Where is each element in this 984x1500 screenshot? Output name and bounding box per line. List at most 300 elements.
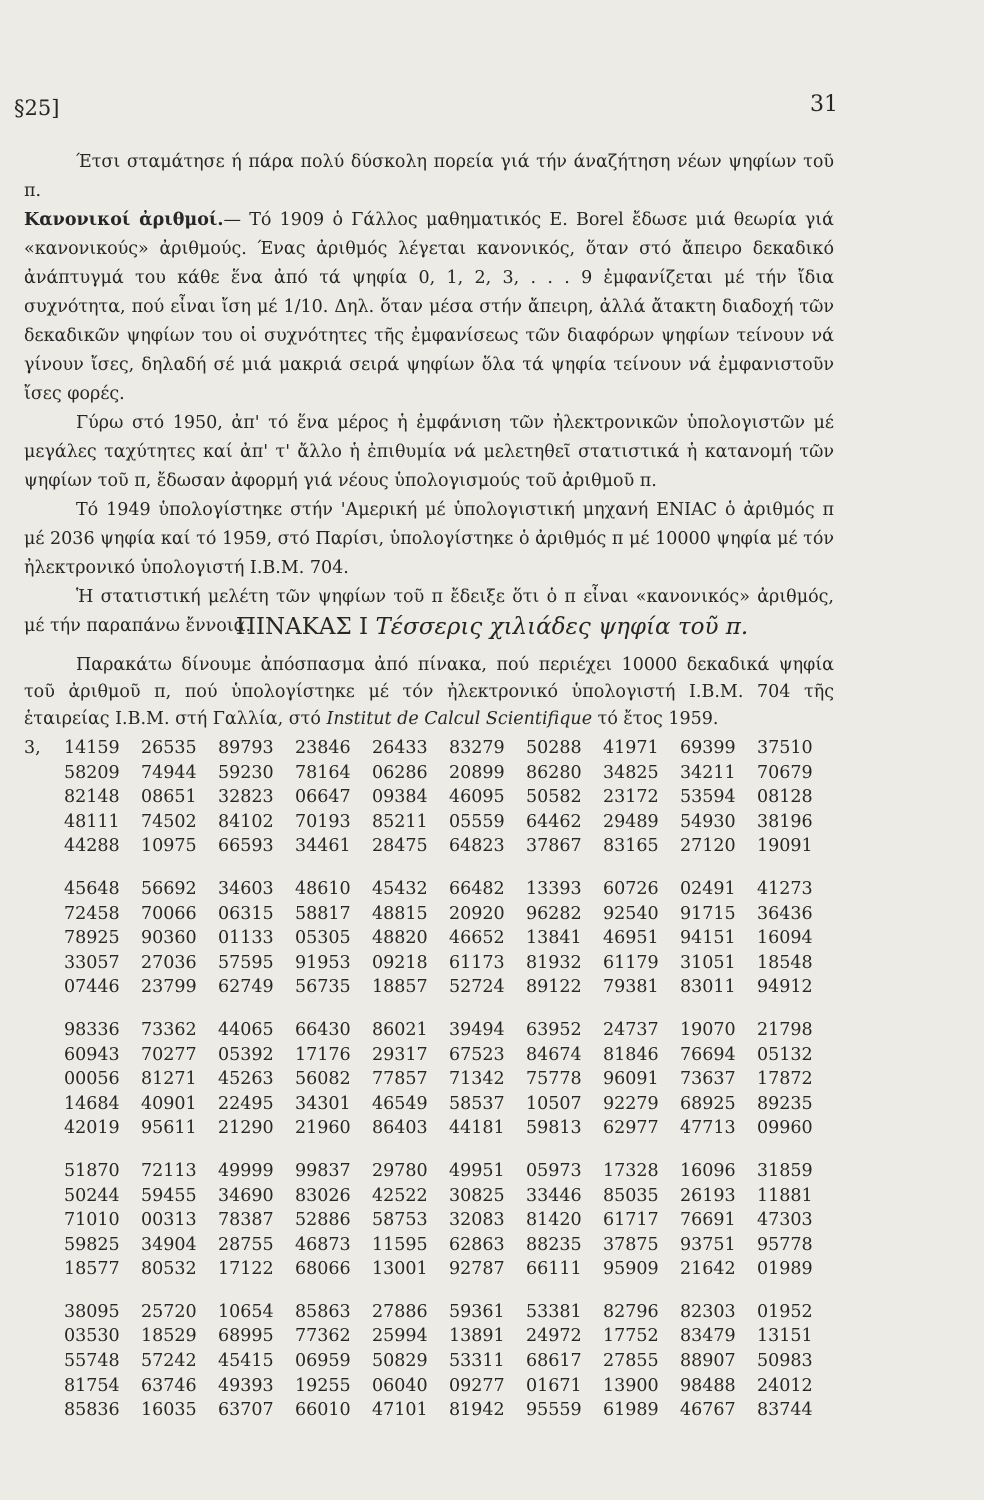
digit-group: 66593 — [218, 836, 274, 857]
digit-row — [24, 1324, 834, 1349]
digit-group: 13393 — [526, 878, 582, 899]
digit-group: 53381 — [526, 1301, 582, 1322]
digit-row — [24, 785, 834, 810]
digit-group: 69399 — [680, 738, 736, 758]
digit-block — [24, 1018, 834, 1141]
digit-group: 42019 — [64, 1118, 120, 1139]
digit-row — [24, 1374, 834, 1399]
digit-group: 36436 — [757, 903, 813, 924]
table-heading — [0, 612, 984, 642]
digit-group: 08651 — [141, 787, 197, 808]
digit-group: 83279 — [449, 738, 505, 758]
digit-group: 68066 — [295, 1259, 351, 1280]
digit-group: 89122 — [526, 977, 582, 998]
digit-group: 17122 — [218, 1259, 274, 1280]
digit-group: 32083 — [449, 1210, 505, 1231]
digit-group: 70193 — [295, 811, 351, 832]
digit-group: 24012 — [757, 1375, 813, 1396]
digit-group: 16096 — [680, 1160, 736, 1181]
digit-group: 81846 — [603, 1044, 659, 1065]
digit-group: 19070 — [680, 1019, 736, 1040]
digit-row — [24, 1398, 834, 1423]
digit-group: 62977 — [603, 1118, 659, 1139]
digit-group: 37510 — [757, 738, 813, 758]
digit-group: 46095 — [449, 787, 505, 808]
digit-group: 70679 — [757, 762, 813, 783]
digit-group: 89235 — [757, 1093, 813, 1114]
digit-group: 44065 — [218, 1019, 274, 1040]
digit-group: 13891 — [449, 1326, 505, 1347]
digit-group: 00313 — [141, 1210, 197, 1231]
digit-group: 90360 — [141, 928, 197, 949]
digit-group: 34904 — [141, 1234, 197, 1255]
intro-text-a: Παρακάτω δίνουμε ἀπόσπασμα ἀπό πίνακα, πού περιέχει 10000 δεκαδικά ψηφία τοῦ ἀριθμοῦ π, πού ὑπολογίστηκε μέ τόν ἠλεκτρονικό ὑπολογιστή I.B.M. 704 τῆς ἑταιρείας I.B.M. στή Γαλλία, στό — [24, 655, 834, 729]
digit-group: 47713 — [680, 1118, 736, 1139]
digit-group: 78387 — [218, 1210, 274, 1231]
digit-group: 47101 — [372, 1400, 428, 1421]
digit-group: 99837 — [295, 1160, 351, 1181]
digit-group: 20899 — [449, 762, 505, 783]
digit-group: 46873 — [295, 1234, 351, 1255]
digit-group: 08128 — [757, 787, 813, 808]
digit-group: 38095 — [64, 1301, 120, 1322]
digit-group: 82148 — [64, 787, 120, 808]
digit-group: 21290 — [218, 1118, 274, 1139]
digit-group: 34301 — [295, 1093, 351, 1114]
digit-group: 95909 — [603, 1259, 659, 1280]
digit-group: 68925 — [680, 1093, 736, 1114]
digit-row — [24, 1184, 834, 1209]
digit-group: 58817 — [295, 903, 351, 924]
digit-group: 27886 — [372, 1301, 428, 1322]
digit-group: 89793 — [218, 738, 274, 758]
digit-group: 39494 — [449, 1019, 505, 1040]
table-subtitle: Τέσσερις χιλιάδες ψηφία τοῦ π. — [375, 614, 749, 640]
digit-group: 06647 — [295, 787, 351, 808]
digit-group: 77362 — [295, 1326, 351, 1347]
intro-text-b: τό ἔτος 1959. — [592, 709, 719, 729]
digit-group: 23172 — [603, 787, 659, 808]
digit-group: 17872 — [757, 1069, 813, 1090]
digit-block — [24, 877, 834, 1000]
digit-group: 73637 — [680, 1069, 736, 1090]
digit-group: 80532 — [141, 1259, 197, 1280]
digit-group: 18577 — [64, 1259, 120, 1280]
digit-row — [24, 951, 834, 976]
digit-group: 46951 — [603, 928, 659, 949]
digit-group: 05973 — [526, 1160, 582, 1181]
digit-group: 88235 — [526, 1234, 582, 1255]
digit-group: 81754 — [64, 1375, 120, 1396]
digit-group: 46549 — [372, 1093, 428, 1114]
digit-group: 93751 — [680, 1234, 736, 1255]
digit-group: 72113 — [141, 1160, 197, 1181]
digit-group: 74944 — [141, 762, 197, 783]
digit-group: 26193 — [680, 1185, 736, 1206]
digit-group: 41273 — [757, 878, 813, 899]
digit-group: 82796 — [603, 1301, 659, 1322]
digit-group: 01133 — [218, 928, 274, 949]
digit-group: 40901 — [141, 1093, 197, 1114]
digit-group: 66010 — [295, 1400, 351, 1421]
digit-group: 81932 — [526, 952, 582, 973]
digit-group: 86280 — [526, 762, 582, 783]
digit-group: 05305 — [295, 928, 351, 949]
digit-group: 18529 — [141, 1326, 197, 1347]
digit-group: 48820 — [372, 928, 428, 949]
digit-group: 61173 — [449, 952, 505, 973]
digit-group: 29780 — [372, 1160, 428, 1181]
digit-group: 76694 — [680, 1044, 736, 1065]
digit-group: 53311 — [449, 1351, 505, 1372]
digit-group: 66482 — [449, 878, 505, 899]
digit-group: 83744 — [757, 1400, 813, 1421]
digit-group: 68617 — [526, 1351, 582, 1372]
digit-group: 45648 — [64, 878, 120, 899]
digit-group: 60726 — [603, 878, 659, 899]
digit-group: 01989 — [757, 1259, 813, 1280]
digit-group: 05132 — [757, 1044, 813, 1065]
digit-group: 01952 — [757, 1301, 813, 1322]
digit-group: 50244 — [64, 1185, 120, 1206]
digit-group: 06315 — [218, 903, 274, 924]
digit-group: 56082 — [295, 1069, 351, 1090]
digit-group: 11881 — [757, 1185, 813, 1206]
digit-group: 85863 — [295, 1301, 351, 1322]
digit-row — [24, 926, 834, 951]
digit-row — [24, 1067, 834, 1092]
digit-block — [24, 1300, 834, 1423]
digit-group: 70066 — [141, 903, 197, 924]
digit-group: 10507 — [526, 1093, 582, 1114]
digit-group: 60943 — [64, 1044, 120, 1065]
digit-row — [24, 1233, 834, 1258]
digit-group: 49393 — [218, 1375, 274, 1396]
digit-group: 59825 — [64, 1234, 120, 1255]
digit-group: 06040 — [372, 1375, 428, 1396]
digit-group: 10975 — [141, 836, 197, 857]
digit-group: 96091 — [603, 1069, 659, 1090]
digit-row — [24, 1208, 834, 1233]
digit-group: 09277 — [449, 1375, 505, 1396]
digit-group: 48815 — [372, 903, 428, 924]
digit-group: 34825 — [603, 762, 659, 783]
digit-group: 25994 — [372, 1326, 428, 1347]
digit-group: 85836 — [64, 1400, 120, 1421]
digit-group: 02491 — [680, 878, 736, 899]
digit-group: 16094 — [757, 928, 813, 949]
digit-group: 81420 — [526, 1210, 582, 1231]
digit-group: 63952 — [526, 1019, 582, 1040]
digit-group: 78164 — [295, 762, 351, 783]
digit-group: 45432 — [372, 878, 428, 899]
digit-group: 24972 — [526, 1326, 582, 1347]
digit-group: 50983 — [757, 1351, 813, 1372]
digit-group: 63707 — [218, 1400, 274, 1421]
digit-group: 95611 — [141, 1118, 197, 1139]
digit-row — [24, 902, 834, 927]
digit-group: 64823 — [449, 836, 505, 857]
digit-group: 21960 — [295, 1118, 351, 1139]
digit-group: 62863 — [449, 1234, 505, 1255]
digit-group: 49951 — [449, 1160, 505, 1181]
digit-group: 77857 — [372, 1069, 428, 1090]
digit-group: 86021 — [372, 1019, 428, 1040]
digit-group: 51870 — [64, 1160, 120, 1181]
digit-row — [24, 810, 834, 835]
digit-group: 26433 — [372, 738, 428, 758]
digit-group: 13841 — [526, 928, 582, 949]
body-text — [24, 148, 834, 641]
digit-group: 45263 — [218, 1069, 274, 1090]
digit-group: 17328 — [603, 1160, 659, 1181]
digit-group: 71342 — [449, 1069, 505, 1090]
table-intro — [24, 652, 834, 733]
digit-group: 27855 — [603, 1351, 659, 1372]
digit-group: 05559 — [449, 811, 505, 832]
digit-group: 63746 — [141, 1375, 197, 1396]
digit-group: 66111 — [526, 1259, 582, 1280]
digit-group: 03530 — [64, 1326, 120, 1347]
digit-group: 67523 — [449, 1044, 505, 1065]
digit-row — [24, 975, 834, 1000]
digit-group: 34690 — [218, 1185, 274, 1206]
digit-group: 92787 — [449, 1259, 505, 1280]
intro-paragraph — [24, 652, 834, 733]
digit-group: 09218 — [372, 952, 428, 973]
digit-group: 59813 — [526, 1118, 582, 1139]
digit-row — [24, 1043, 834, 1068]
digit-group: 13900 — [603, 1375, 659, 1396]
paragraph-2 — [24, 206, 834, 409]
digit-group: 83026 — [295, 1185, 351, 1206]
digit-group: 37867 — [526, 836, 582, 857]
digit-group: 91715 — [680, 903, 736, 924]
digit-group: 45415 — [218, 1351, 274, 1372]
digit-group: 31859 — [757, 1160, 813, 1181]
digit-group: 49999 — [218, 1160, 274, 1181]
digit-group: 54930 — [680, 811, 736, 832]
digit-row — [24, 736, 834, 761]
digit-group: 76691 — [680, 1210, 736, 1231]
digit-group: 52886 — [295, 1210, 351, 1231]
digit-group: 48111 — [64, 811, 120, 832]
digit-group: 59455 — [141, 1185, 197, 1206]
digit-group: 50288 — [526, 738, 582, 758]
digit-group: 33057 — [64, 952, 120, 973]
digit-group: 64462 — [526, 811, 582, 832]
digit-group: 81942 — [449, 1400, 505, 1421]
digit-group: 91953 — [295, 952, 351, 973]
digit-group: 75778 — [526, 1069, 582, 1090]
digit-group: 61179 — [603, 952, 659, 973]
digit-group: 27120 — [680, 836, 736, 857]
digit-group: 09960 — [757, 1118, 813, 1139]
digit-group: 16035 — [141, 1400, 197, 1421]
digit-group: 55748 — [64, 1351, 120, 1372]
digit-group: 56692 — [141, 878, 197, 899]
digit-group: 07446 — [64, 977, 120, 998]
digit-group: 58209 — [64, 762, 120, 783]
digit-group: 34603 — [218, 878, 274, 899]
digit-group: 17752 — [603, 1326, 659, 1347]
digit-group: 61717 — [603, 1210, 659, 1231]
digit-group: 38196 — [757, 811, 813, 832]
digit-group: 53594 — [680, 787, 736, 808]
digit-group: 09384 — [372, 787, 428, 808]
paragraph-1: Έτσι σταμάτησε ή πάρα πολύ δύσκολη πορεία γιά τήν άναζήτηση νέων ψηφίων τοῦ π. — [24, 152, 834, 201]
digit-group: 18857 — [372, 977, 428, 998]
digit-group: 98488 — [680, 1375, 736, 1396]
digit-row — [24, 1300, 834, 1325]
digit-group: 83479 — [680, 1326, 736, 1347]
integer-part: 3, — [24, 738, 41, 758]
paragraph-5: Ἡ στατιστική μελέτη τῶν ψηφίων τοῦ π ἔδειξε ὅτι ὁ π εἶναι «κανονικός» ἀριθμός, μέ τήν παραπάνω ἔννοια. — [24, 587, 834, 636]
digit-group: 84102 — [218, 811, 274, 832]
digit-group: 24737 — [603, 1019, 659, 1040]
digit-group: 58537 — [449, 1093, 505, 1114]
digit-group: 22495 — [218, 1093, 274, 1114]
digit-group: 83011 — [680, 977, 736, 998]
digit-group: 29317 — [372, 1044, 428, 1065]
digit-group: 73362 — [141, 1019, 197, 1040]
digit-group: 32823 — [218, 787, 274, 808]
page-number: 31 — [810, 92, 838, 117]
digit-group: 23846 — [295, 738, 351, 758]
digit-group: 48610 — [295, 878, 351, 899]
digit-row — [24, 1092, 834, 1117]
digit-group: 06286 — [372, 762, 428, 783]
digit-group: 78925 — [64, 928, 120, 949]
digit-group: 42522 — [372, 1185, 428, 1206]
digit-group: 66430 — [295, 1019, 351, 1040]
digit-group: 46767 — [680, 1400, 736, 1421]
digit-group: 72458 — [64, 903, 120, 924]
digit-group: 14159 — [64, 738, 120, 758]
digit-group: 47303 — [757, 1210, 813, 1231]
digit-group: 86403 — [372, 1118, 428, 1139]
digit-group: 17176 — [295, 1044, 351, 1065]
digit-group: 52724 — [449, 977, 505, 998]
digit-block — [24, 1159, 834, 1282]
digit-row — [24, 1159, 834, 1184]
paragraph-3: Γύρω στό 1950, ἀπ' τό ἕνα μέρος ἡ ἐμφάνιση τῶν ἠλεκτρονικῶν ὑπολογιστῶν μέ μεγάλες ταχύτητες καί ἀπ' τ' ἄλλο ἡ ἐπιθυμία νά μελετηθεῖ στατιστικά ἡ κατανομή τῶν ψηφίων τοῦ π, ἔδωσαν ἀφορμή γιά νέους ὑπολογισμούς τοῦ ἀριθμοῦ π. — [24, 413, 834, 491]
institution-name: Institut de Calcul Scientifique — [326, 709, 593, 729]
digit-group: 57242 — [141, 1351, 197, 1372]
digit-block — [24, 736, 834, 859]
digit-group: 70277 — [141, 1044, 197, 1065]
pi-digits-table — [24, 736, 834, 1441]
digit-group: 30825 — [449, 1185, 505, 1206]
digit-group: 94912 — [757, 977, 813, 998]
digit-group: 88907 — [680, 1351, 736, 1372]
digit-group: 50829 — [372, 1351, 428, 1372]
paragraph-4: Τό 1949 ὑπολογίστηκε στήν 'Αμερική μέ ὑπολογιστική μηχανή ENIAC ὁ ἀριθμός π μέ 2036 ψηφία καί τό 1959, στό Παρίσι, ὑπολογίστηκε ὁ ἀριθμός π μέ 10000 ψηφία μέ τόν ἠλεκτρονικό ὑπολογιστή I.B.M. 704. — [24, 500, 834, 578]
digit-group: 94151 — [680, 928, 736, 949]
digit-group: 34461 — [295, 836, 351, 857]
digit-group: 61989 — [603, 1400, 659, 1421]
digit-group: 57595 — [218, 952, 274, 973]
digit-group: 21798 — [757, 1019, 813, 1040]
digit-row — [24, 761, 834, 786]
digit-row — [24, 877, 834, 902]
digit-group: 37875 — [603, 1234, 659, 1255]
digit-group: 06959 — [295, 1351, 351, 1372]
digit-group: 81271 — [141, 1069, 197, 1090]
digit-group: 01671 — [526, 1375, 582, 1396]
digit-group: 44288 — [64, 836, 120, 857]
digit-group: 98336 — [64, 1019, 120, 1040]
digit-group: 58753 — [372, 1210, 428, 1231]
digit-row — [24, 1116, 834, 1141]
normal-numbers-heading: Κανονικοί ἀριθμοί. — [24, 210, 224, 230]
digit-group: 27036 — [141, 952, 197, 973]
digit-group: 34211 — [680, 762, 736, 783]
digit-group: 28755 — [218, 1234, 274, 1255]
digit-row — [24, 1018, 834, 1043]
digit-group: 79381 — [603, 977, 659, 998]
digit-group: 92540 — [603, 903, 659, 924]
digit-group: 46652 — [449, 928, 505, 949]
digit-group: 84674 — [526, 1044, 582, 1065]
digit-group: 18548 — [757, 952, 813, 973]
digit-row — [24, 834, 834, 859]
digit-group: 13151 — [757, 1326, 813, 1347]
digit-group: 26535 — [141, 738, 197, 758]
paragraph-2-text: — Τό 1909 ὁ Γάλλος μαθηματικός E. Borel ἔδωσε μιά θεωρία γιά «κανονικούς» ἀριθμούς. Ένας ἀριθμός λέγεται κανονικός, ὅταν στό ἄπειρο δεκαδικό ἀνάπτυγμά του κάθε ἕνα ἀπό τά ψηφία 0, 1, 2, 3, . . . 9 ἐμφανίζεται μέ τήν ἴδια συχνότητα, πού εἶναι ἴση μέ 1/10. Δηλ. ὅταν μέσα στήν ἄπειρη, ἀλλά ἄτακτη διαδοχή τῶν δεκαδικῶν ψηφίων του οἱ συχνότητες τῆς ἐμφανίσεως τῶν διαφόρων ψηφίων τείνουν νά γίνουν ἴσες, δηλαδή σέ μιά μακριά σειρά ψηφίων ὅλα τά ψηφία τείνουν νά ἐμφανιστοῦν ἴσες φορές. — [24, 210, 834, 404]
digit-group: 25720 — [141, 1301, 197, 1322]
table-title: ΠΙΝΑΚΑΣ Ι — [235, 614, 369, 640]
digit-group: 95778 — [757, 1234, 813, 1255]
digit-group: 85211 — [372, 811, 428, 832]
digit-group: 21642 — [680, 1259, 736, 1280]
digit-group: 33446 — [526, 1185, 582, 1206]
digit-group: 19091 — [757, 836, 813, 857]
digit-group: 00056 — [64, 1069, 120, 1090]
digit-group: 28475 — [372, 836, 428, 857]
digit-group: 13001 — [372, 1259, 428, 1280]
digit-group: 59361 — [449, 1301, 505, 1322]
section-mark: §25] — [14, 96, 60, 120]
digit-group: 85035 — [603, 1185, 659, 1206]
digit-group: 50582 — [526, 787, 582, 808]
digit-group: 14684 — [64, 1093, 120, 1114]
digit-group: 62749 — [218, 977, 274, 998]
digit-group: 92279 — [603, 1093, 659, 1114]
digit-row — [24, 1349, 834, 1374]
digit-group: 68995 — [218, 1326, 274, 1347]
digit-group: 56735 — [295, 977, 351, 998]
digit-group: 19255 — [295, 1375, 351, 1396]
digit-group: 41971 — [603, 738, 659, 758]
digit-group: 59230 — [218, 762, 274, 783]
digit-group: 44181 — [449, 1118, 505, 1139]
digit-group: 95559 — [526, 1400, 582, 1421]
digit-group: 05392 — [218, 1044, 274, 1065]
digit-group: 29489 — [603, 811, 659, 832]
digit-group: 96282 — [526, 903, 582, 924]
digit-group: 23799 — [141, 977, 197, 998]
digit-group: 20920 — [449, 903, 505, 924]
digit-row — [24, 1257, 834, 1282]
digit-group: 82303 — [680, 1301, 736, 1322]
digit-group: 83165 — [603, 836, 659, 857]
digit-group: 71010 — [64, 1210, 120, 1231]
digit-group: 11595 — [372, 1234, 428, 1255]
digit-group: 31051 — [680, 952, 736, 973]
digit-group: 10654 — [218, 1301, 274, 1322]
digit-group: 74502 — [141, 811, 197, 832]
